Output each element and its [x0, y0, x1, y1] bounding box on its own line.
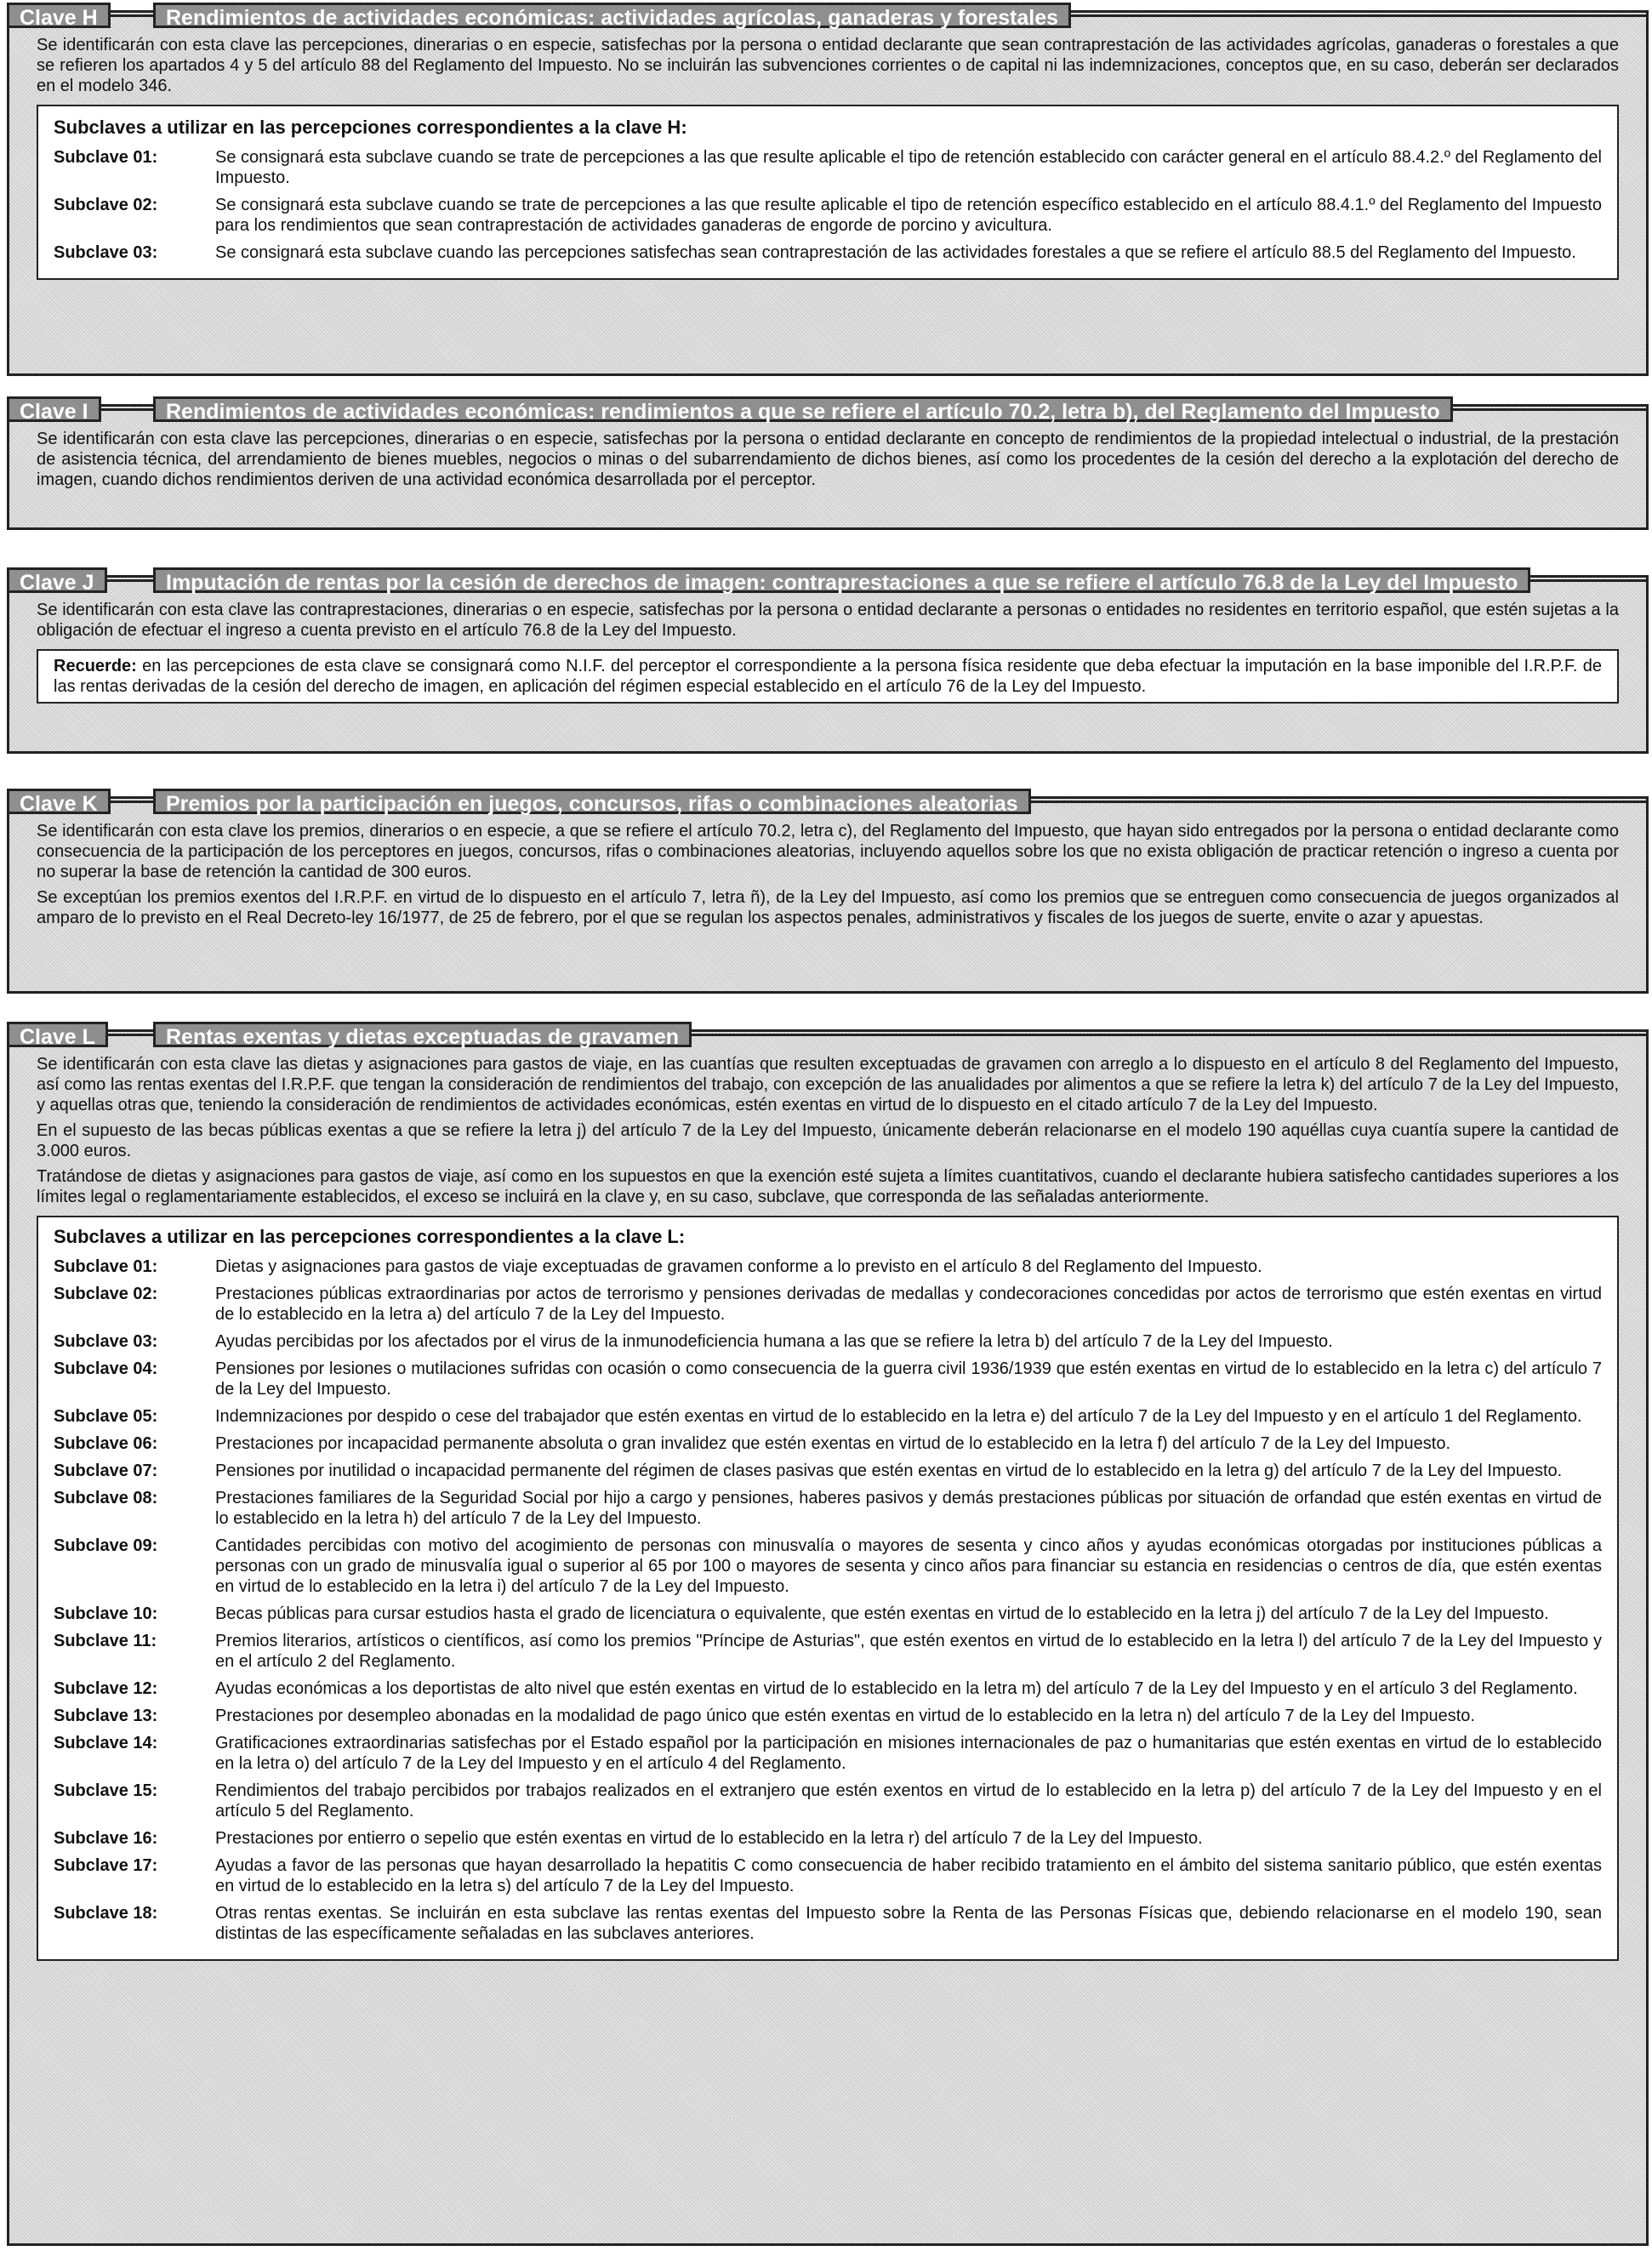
subclave-row: [54, 1433, 1602, 1454]
paragraph: Tratándose de dietas y asignaciones para gastos de viaje, así como en los supuestos en que la exención esté sujeta a límites cuantitativos, cuando el declarante hubiera satisfecho cantidades superiores a los límites legal o reglamentariamente establecidos, el exceso se incluirá en la clave y, en su caso, subclave, que corresponda de las señaladas anteriormente.: [37, 1167, 1619, 1206]
clave-tag: Clave L: [7, 1022, 108, 1047]
subclave-label: Subclave 04:: [54, 1359, 158, 1378]
subclave-text: Prestaciones públicas extraordinarias por actos de terrorismo y pensiones derivadas de medallas y condecoraciones concedidas por actos de terrorismo que estén exentas en virtud de lo establecido en la letra a) del artículo 7 de la Ley del Impuesto.: [215, 1285, 1602, 1324]
subclave-row: [54, 1733, 1602, 1774]
section-clave-j: [7, 571, 1649, 754]
paragraph: Se identificarán con esta clave las percepciones, dinerarias o en especie, satisfechas por la persona o entidad declarante en concepto de rendimientos de la propiedad intelectual o industrial, de la prestación de asistencia técnica, del arrendamiento de bienes muebles, negocios o minas o del subarrendamiento de dichos bienes, así como los procedentes de la cesión del derecho a la explotación del derecho de imagen, cuando dichos rendimientos deriven de una actividad económica desarrollada por el perceptor.: [37, 430, 1619, 489]
subclave-text: Prestaciones familiares de la Seguridad Social por hijo a cargo y pensiones, haberes pasivos y demás prestaciones públicas por situación de orfandad que estén exentas en virtud de lo establecido en la letra h) del artículo 7 de la Ley del Impuesto.: [215, 1489, 1602, 1528]
section-header: [7, 1022, 1646, 1047]
section-clave-l: [7, 1025, 1649, 2246]
subclave-text: Ayudas económicas a los deportistas de alto nivel que estén exentas en virtud de lo establecido en la letra m) del artículo 7 de la Ley del Impuesto y en el artículo 3 del Reglamento.: [215, 1679, 1578, 1698]
subclave-text: Se consignará esta subclave cuando se trate de percepciones a las que resulte aplicable el tipo de retención específico establecido en el artículo 88.4.1.º del Reglamento del Impuesto para los rendimientos que sean contraprestación de actividades ganaderas de engorde de porcino y avicultura.: [215, 196, 1602, 235]
subclave-text: Cantidades percibidas con motivo del acogimiento de personas con minusvalía o mayores de sesenta y cinco años y ayudas económicas otorgadas por instituciones públicas a personas con un grado de minusvalía igual o superior al 65 por 100 o mayores de sesenta y cinco años para financiar su estancia en residencias o centros de día, que estén exentas en virtud de lo establecido en la letra i) del artículo 7 de la Ley del Impuesto.: [215, 1536, 1602, 1596]
paragraph: Se exceptúan los premios exentos del I.R.P.F. en virtud de lo dispuesto en el artículo 7, letra ñ), de la Ley del Impuesto, así como los premios que se entreguen como consecuencia de juegos organizados al amparo de lo previsto en el Real Decreto-ley 16/1977, de 25 de febrero, por el que se regulan los aspectos penales, administrativos y fiscales de los juegos de suerte, envite o azar y apuestas.: [37, 888, 1619, 927]
subclaves-title: Subclaves a utilizar en las percepciones correspondientes a la clave L:: [54, 1226, 686, 1247]
subclave-text: Gratificaciones extraordinarias satisfechas por el Estado español por la participación en misiones internacionales de paz o humanitarias que estén exentas en virtud de lo establecido en la letra o) del artículo 7 de la Ley del Impuesto y en el artículo 4 del Reglamento.: [215, 1734, 1602, 1773]
subclave-row: [54, 1359, 1602, 1399]
subclave-label: Subclave 08:: [54, 1489, 158, 1507]
section-clave-k: [7, 792, 1649, 994]
recuerde-label: Recuerde:: [54, 657, 137, 675]
subclaves-box: [37, 1216, 1619, 1961]
subclave-label: Subclave 14:: [54, 1734, 158, 1752]
subclave-row: [54, 1257, 1602, 1277]
subclave-label: Subclave 16:: [54, 1829, 158, 1848]
subclave-label: Subclave 05:: [54, 1407, 158, 1426]
subclave-label: Subclave 15:: [54, 1781, 158, 1800]
subclave-row: [54, 195, 1602, 236]
clave-tag: Clave H: [7, 3, 111, 28]
subclave-row: [54, 1706, 1602, 1726]
paragraph: En el supuesto de las becas públicas exentas a que se refiere la letra j) del artículo 7 de la Ley del Impuesto, únicamente deberán relacionarse en el modelo 190 aquéllas cuya cuantía supere la cantidad de 3.000 euros.: [37, 1121, 1619, 1160]
subclave-text: Se consignará esta subclave cuando las percepciones satisfechas sean contraprestación de las actividades forestales a que se refiere el artículo 88.5 del Reglamento del Impuesto.: [215, 243, 1576, 262]
subclave-text: Prestaciones por incapacidad permanente absoluta o gran invalidez que estén exentas en virtud de lo establecido en la letra f) del artículo 7 de la Ley del Impuesto.: [215, 1434, 1451, 1453]
section-title: Rentas exentas y dietas exceptuadas de gravamen: [153, 1022, 692, 1047]
subclave-text: Otras rentas exentas. Se incluirán en esta subclave las rentas exentas del Impuesto sobre la Renta de las Personas Físicas que, debiendo relacionarse en el modelo 190, sean distintas de las específicamente señaladas en las subclaves anteriores.: [215, 1904, 1602, 1943]
subclave-row: [54, 1406, 1602, 1427]
paragraph: Se identificarán con esta clave las percepciones, dinerarias o en especie, satisfechas por la persona o entidad declarante que sean contraprestación de las actividades agrícolas, ganaderas o forestales a que se refieren los apartados 4 y 5 del artículo 88 del Reglamento del Impuesto. No se incluirán las subvenciones corrientes o de capital ni las indemnizaciones, conceptos que, en su caso, deberán ser declarados en el modelo 346.: [37, 36, 1619, 95]
subclave-row: [54, 147, 1602, 188]
subclave-text: Prestaciones por desempleo abonadas en la modalidad de pago único que estén exentas en virtud de lo establecido en la letra n) del artículo 7 de la Ley del Impuesto.: [215, 1707, 1475, 1725]
subclave-row: [54, 1828, 1602, 1849]
section-header: [7, 396, 1646, 422]
subclave-text: Premios literarios, artísticos o científicos, así como los premios "Príncipe de Asturias", que estén exentos en virtud de lo establecido en la letra l) del artículo 7 de la Ley del Impuesto y en el artículo 2 del Reglamento.: [215, 1632, 1602, 1671]
subclave-label: Subclave 12:: [54, 1679, 158, 1698]
subclave-label: Subclave 01:: [54, 148, 158, 167]
subclave-text: Becas públicas para cursar estudios hasta el grado de licenciatura o equivalente, que estén exentas en virtud de lo establecido en la letra j) del artículo 7 de la Ley del Impuesto.: [215, 1604, 1549, 1623]
subclaves-title: Subclaves a utilizar en las percepciones correspondientes a la clave H:: [54, 117, 687, 138]
recuerde-box: [37, 649, 1619, 704]
subclave-label: Subclave 02:: [54, 1285, 158, 1303]
subclave-text: Pensiones por lesiones o mutilaciones sufridas con ocasión o como consecuencia de la guerra civil 1936/1939 que estén exentas en virtud de lo establecido en la letra c) del artículo 7 de la Ley del Impuesto.: [215, 1359, 1602, 1399]
subclave-text: Se consignará esta subclave cuando se trate de percepciones a las que resulte aplicable el tipo de retención establecido con carácter general en el artículo 88.4.2.º del Reglamento del Impuesto.: [215, 148, 1602, 187]
subclave-text: Indemnizaciones por despido o cese del trabajador que estén exentas en virtud de lo establecido en la letra e) del artículo 7 de la Ley del Impuesto y en el artículo 1 del Reglamento.: [215, 1407, 1582, 1426]
section-header: [7, 567, 1646, 593]
subclave-row: [54, 1678, 1602, 1699]
section-clave-h: [7, 6, 1649, 376]
subclave-row: [54, 1903, 1602, 1944]
clave-tag: Clave K: [7, 789, 111, 814]
section-clave-i: [7, 400, 1649, 530]
paragraph: Se identificarán con esta clave las contraprestaciones, dinerarias o en especie, satisfechas por la persona o entidad declarante a personas o entidades no residentes en territorio español, que estén sujetas a la obligación de efectuar el ingreso a cuenta previsto en el artículo 76.8 de la Ley del Impuesto.: [37, 601, 1619, 640]
section-title: Rendimientos de actividades económicas: actividades agrícolas, ganaderas y forestales: [153, 3, 1071, 28]
subclaves-box: [37, 105, 1619, 280]
subclave-row: [54, 1488, 1602, 1529]
subclave-label: Subclave 13:: [54, 1707, 158, 1725]
subclave-row: [54, 1331, 1602, 1352]
recuerde-text: en las percepciones de esta clave se consignará como N.I.F. del perceptor el correspondiente a la persona física residente que deba efectuar la imputación en la base imponible del I.R.P.F. de las rentas derivadas de la cesión del derecho de imagen, en aplicación del régimen especial establecido en el artículo 76 de la Ley del Impuesto.: [54, 657, 1602, 696]
section-title: Rendimientos de actividades económicas: rendimientos a que se refiere el artículo 70.2, letra b), del Reglamento del Impuesto: [153, 396, 1453, 422]
subclave-row: [54, 1604, 1602, 1624]
clave-tag: Clave I: [7, 396, 101, 422]
section-header: [7, 3, 1646, 28]
subclave-row: [54, 1284, 1602, 1325]
subclave-row: [54, 1855, 1602, 1896]
clave-tag: Clave J: [7, 567, 107, 593]
section-title: Imputación de rentas por la cesión de derechos de imagen: contraprestaciones a que se refiere el artículo 76.8 de la Ley del Impuesto: [153, 567, 1530, 593]
subclave-row: [54, 242, 1602, 263]
paragraph: Se identificarán con esta clave los premios, dinerarios o en especie, a que se refiere el artículo 70.2, letra c), del Reglamento del Impuesto, que hayan sido entregados por la persona o entidad declarante como consecuencia de la participación de los perceptores en juegos, concursos, rifas o combinaciones aleatorias, incluyendo aquellos sobre los que no exista obligación de practicar retención o ingreso a cuenta por no superar la base de retención la cantidad de 300 euros.: [37, 822, 1619, 881]
subclave-label: Subclave 07:: [54, 1462, 158, 1480]
subclave-label: Subclave 02:: [54, 196, 158, 214]
subclave-label: Subclave 10:: [54, 1604, 158, 1623]
subclave-text: Pensiones por inutilidad o incapacidad permanente del régimen de clases pasivas que estén exentas en virtud de lo establecido en la letra g) del artículo 7 de la Ley del Impuesto.: [215, 1462, 1563, 1480]
section-title: Premios por la participación en juegos, concursos, rifas o combinaciones aleatorias: [153, 789, 1031, 814]
subclave-text: Rendimientos del trabajo percibidos por trabajos realizados en el extranjero que estén exentos en virtud de lo establecido en la letra p) del artículo 7 de la Ley del Impuesto y en el artículo 5 del Reglamento.: [215, 1781, 1602, 1821]
subclave-label: Subclave 17:: [54, 1856, 158, 1875]
subclave-label: Subclave 03:: [54, 243, 158, 262]
subclave-label: Subclave 06:: [54, 1434, 158, 1453]
subclave-text: Ayudas a favor de las personas que hayan desarrollado la hepatitis C como consecuencia de haber recibido tratamiento en el ámbito del sistema sanitario público, que estén exentas en virtud de lo establecido en la letra s) del artículo 7 de la Ley del Impuesto.: [215, 1856, 1602, 1895]
subclave-text: Dietas y asignaciones para gastos de viaje exceptuadas de gravamen conforme a lo previsto en el artículo 8 del Reglamento del Impuesto.: [215, 1257, 1262, 1276]
paragraph: Se identificarán con esta clave las dietas y asignaciones para gastos de viaje, en las cuantías que resulten exceptuadas de gravamen con arreglo a lo dispuesto en el artículo 8 del Reglamento del Impuesto, así como las rentas exentas del I.R.P.F. que tengan la consideración de rendimientos del trabajo, con excepción de las anualidades por alimentos a que se refiere la letra k) del artículo 7 de la Ley del Impuesto, y aquellas otras que, teniendo la consideración de rendimientos de actividades económicas, estén exentas en virtud de lo dispuesto en el citado artículo 7 de la Ley del Impuesto.: [37, 1055, 1619, 1114]
subclave-row: [54, 1631, 1602, 1672]
section-header: [7, 789, 1646, 814]
subclave-label: Subclave 09:: [54, 1536, 158, 1555]
subclave-row: [54, 1781, 1602, 1821]
subclave-row: [54, 1536, 1602, 1597]
subclave-label: Subclave 11:: [54, 1632, 157, 1650]
subclave-label: Subclave 01:: [54, 1257, 158, 1276]
subclave-label: Subclave 18:: [54, 1904, 158, 1923]
subclave-row: [54, 1461, 1602, 1481]
subclave-text: Ayudas percibidas por los afectados por el virus de la inmunodeficiencia humana a las que se refiere la letra b) del artículo 7 de la Ley del Impuesto.: [215, 1332, 1333, 1351]
subclave-label: Subclave 03:: [54, 1332, 158, 1351]
subclave-text: Prestaciones por entierro o sepelio que estén exentas en virtud de lo establecido en la letra r) del artículo 7 de la Ley del Impuesto.: [215, 1829, 1203, 1848]
